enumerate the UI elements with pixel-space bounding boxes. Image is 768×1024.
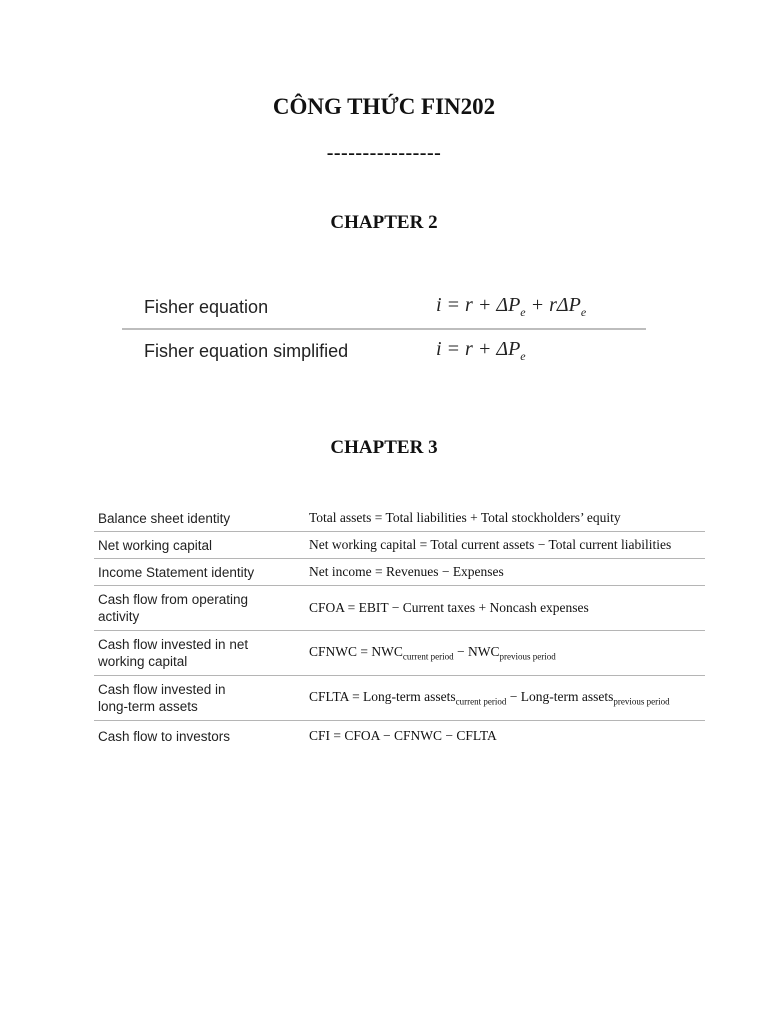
- formula-expression: Total assets = Total liabilities + Total stockholders’ equity: [309, 510, 621, 525]
- formula-expression: CFOA = EBIT − Current taxes + Noncash expenses: [309, 600, 589, 615]
- formula-expression: CFI = CFOA − CFNWC − CFLTA: [309, 728, 497, 743]
- formula-name: Cash flow invested in net working capital: [98, 637, 249, 669]
- table-row: [94, 559, 705, 586]
- chapter-2-heading: CHAPTER 2: [330, 212, 438, 233]
- fisher-formula: $i = r + \Delta P_e + r\Delta P_e$: [436, 294, 587, 319]
- formula-name: Income Statement identity: [98, 564, 255, 580]
- table-row: [94, 721, 705, 751]
- formula-name: Cash flow to investors: [98, 728, 231, 744]
- title-divider: ----------------: [326, 142, 442, 164]
- fisher-equation-table: [122, 286, 646, 372]
- table-row: [94, 676, 705, 721]
- table-row: [94, 631, 705, 676]
- chapter-3-formula-table: [94, 505, 705, 751]
- formula-name: Cash flow invested in long-term assets: [98, 682, 226, 714]
- formula-expression: CFLTA = Long-term assets$_{current period}$ − Long-term assets$_{previous period}$: [309, 689, 670, 707]
- fisher-row: [122, 286, 646, 328]
- formula-expression: Net working capital = Total current assets − Total current liabilities: [309, 537, 672, 552]
- formula-name: Fisher equation simplified: [144, 340, 349, 361]
- table-row: [94, 505, 705, 532]
- table-row: [94, 532, 705, 559]
- fisher-simplified-formula: $i = r + \Delta P_e$: [436, 338, 526, 363]
- formula-name: Cash flow from operating activity: [98, 592, 249, 624]
- formula-expression: CFNWC = $NWC_{current period} - NWC_{previous period}$: [309, 644, 556, 662]
- fisher-simplified-row: [122, 328, 646, 372]
- chapter-3-heading: CHAPTER 3: [330, 437, 438, 458]
- document-title: CÔNG THỨC FIN202: [272, 94, 496, 119]
- table-row: [94, 586, 705, 631]
- formula-name: Net working capital: [98, 537, 213, 553]
- formula-expression: Net income = Revenues − Expenses: [309, 564, 504, 579]
- formula-name: Fisher equation: [144, 296, 269, 317]
- formula-name: Balance sheet identity: [98, 510, 231, 526]
